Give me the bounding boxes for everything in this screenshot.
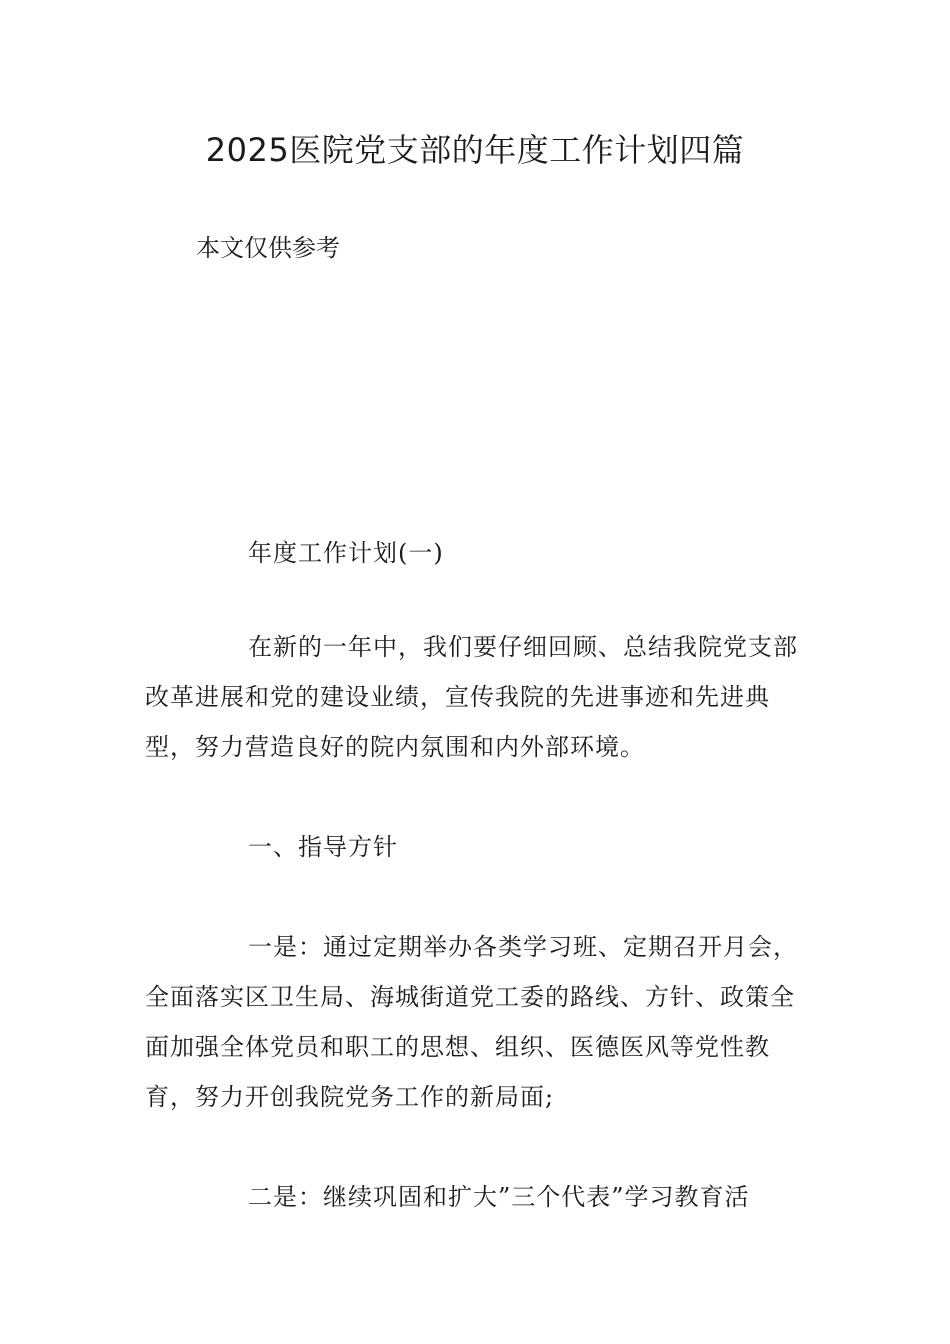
section-heading: 年度工作计划(一) <box>248 539 444 567</box>
paragraph-intro: 在新的一年中，我们要仔细回顾、总结我院党支部改革进展和党的建设业绩，宣传我院的先进事迹和先进典型，努力营造良好的院内氛围和内外部环境。 <box>145 633 798 761</box>
reference-note: 本文仅供参考 <box>196 234 340 262</box>
document-title: 2025医院党支部的年度工作计划四篇 <box>205 131 745 169</box>
paragraph-point-two: 二是：继续巩固和扩大”三个代表”学习教育活 <box>248 1183 750 1211</box>
subheading-guiding-principles: 一、指导方针 <box>248 833 398 861</box>
paragraph-point-one: 一是：通过定期举办各类学习班、定期召开月会，全面落实区卫生局、海城街道党工委的路线、方针、政策全面加强全体党员和职工的思想、组织、医德医风等党性教育，努力开创我院党务工作的新局面; <box>145 933 798 1111</box>
